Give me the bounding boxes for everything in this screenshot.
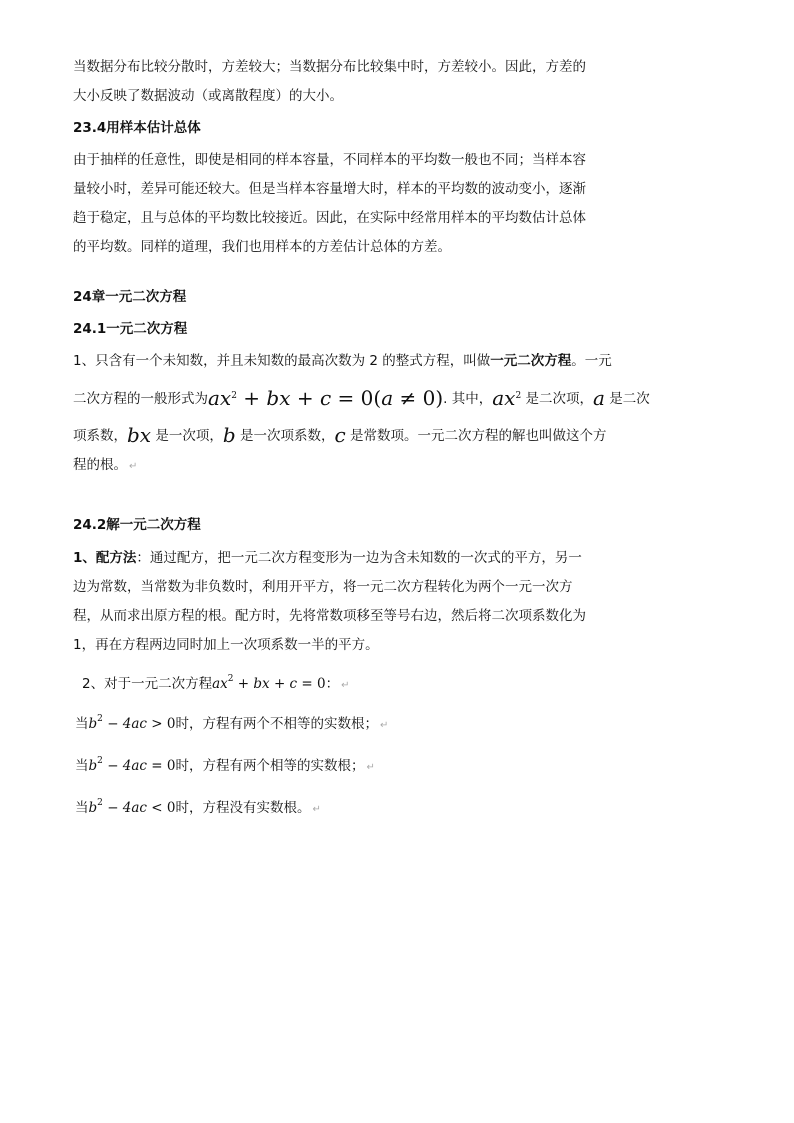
formula-ax2: $ax^2$ bbox=[492, 386, 522, 410]
discriminant-eq-zero: $b^2 - 4ac = 0$ bbox=[88, 756, 176, 774]
formula-c: c bbox=[334, 423, 346, 447]
paragraph-line: 的平均数。同样的道理，我们也用样本的方差估计总体的方差。 bbox=[73, 239, 451, 255]
text: 时，方程有两个不相等的实数根； bbox=[175, 716, 378, 732]
text: 是一次项， bbox=[155, 428, 223, 444]
paragraph-line: 边为常数，当常数为非负数时，利用开平方，将一元二次方程转化为两个一元一次方 bbox=[73, 579, 573, 595]
text: 当 bbox=[75, 800, 89, 816]
text: 程的根。 bbox=[73, 457, 127, 473]
definition-line-4 bbox=[73, 455, 137, 477]
discriminant-case-negative bbox=[75, 793, 321, 820]
text: 是二次项， bbox=[525, 391, 593, 407]
discriminant-intro bbox=[82, 669, 350, 696]
return-mark-icon: ↵ bbox=[341, 680, 350, 691]
discriminant-case-zero bbox=[75, 751, 375, 778]
text: 项系数， bbox=[73, 428, 127, 444]
text: 是一次项系数， bbox=[240, 428, 335, 444]
definition-line-1 bbox=[73, 351, 612, 371]
text: 是常数项。一元二次方程的解也叫做这个方 bbox=[350, 428, 607, 444]
section-heading-24-2: 24.2解一元二次方程 bbox=[73, 517, 201, 533]
paragraph-line: 当数据分布比较分散时，方差较大；当数据分布比较集中时，方差较小。因此，方差的 bbox=[73, 59, 586, 75]
discriminant-case-positive bbox=[75, 709, 388, 736]
return-mark-icon: ↵ bbox=[129, 461, 138, 472]
text: 。一元 bbox=[571, 353, 612, 369]
discriminant-gt-zero: $b^2 - 4ac > 0$ bbox=[88, 714, 176, 732]
return-mark-icon: ↵ bbox=[312, 804, 321, 815]
section-heading-24-1: 24.1一元二次方程 bbox=[73, 321, 188, 337]
definition-line-2 bbox=[73, 386, 650, 409]
formula-bx: bx bbox=[127, 423, 152, 447]
text: 当 bbox=[75, 716, 89, 732]
paragraph-line: 量较小时，差异可能还较大。但是当样本容量增大时，样本的平均数的波动变小，逐渐 bbox=[73, 181, 586, 197]
paragraph-line: 1，再在方程两边同时加上一次项系数一半的平方。 bbox=[73, 637, 379, 653]
section-heading-23-4: 23.4用样本估计总体 bbox=[73, 120, 201, 136]
text: ： bbox=[325, 676, 340, 692]
method-label: 1、配方法 bbox=[73, 550, 137, 566]
text: . 其中， bbox=[443, 391, 493, 407]
text: 2、对于一元二次方程 bbox=[82, 676, 213, 692]
text: 时，方程有两个相等的实数根； bbox=[175, 758, 365, 774]
paragraph-line: 由于抽样的任意性，即使是相同的样本容量，不同样本的平均数一般也不同；当样本容 bbox=[73, 152, 586, 168]
paragraph-line: 程，从而求出原方程的根。配方时，先将常数项移至等号右边，然后将二次项系数化为 bbox=[73, 608, 586, 624]
return-mark-icon: ↵ bbox=[379, 720, 389, 731]
quadratic-formula: $ax^2$ + bx + c = 0 bbox=[212, 674, 326, 692]
text: 1、只含有一个未知数，并且未知数的最高次数为 2 的整式方程，叫做 bbox=[73, 353, 491, 369]
formula-b: b bbox=[222, 423, 236, 447]
completing-square-line-1 bbox=[73, 548, 582, 568]
return-mark-icon: ↵ bbox=[366, 762, 375, 773]
text: 时，方程没有实数根。 bbox=[175, 800, 311, 816]
paragraph-line: 趋于稳定，且与总体的平均数比较接近。因此，在实际中经常用样本的平均数估计总体 bbox=[73, 210, 586, 226]
paragraph-line: 大小反映了数据波动（或离散程度）的大小。 bbox=[73, 88, 343, 104]
text: ：通过配方，把一元二次方程变形为一边为含未知数的一次式的平方，另一 bbox=[136, 550, 582, 566]
chapter-heading-24: 24章一元二次方程 bbox=[73, 289, 187, 305]
text: 二次方程的一般形式为 bbox=[73, 391, 208, 407]
discriminant-lt-zero: $b^2 - 4ac < 0$ bbox=[88, 798, 176, 816]
formula-a: a bbox=[592, 386, 605, 410]
text: 当 bbox=[75, 758, 89, 774]
text: 是二次 bbox=[609, 391, 650, 407]
definition-line-3 bbox=[73, 425, 607, 446]
general-form-formula: $ax^2$ + bx + c = 0(a ≠ 0) bbox=[208, 386, 444, 410]
key-term: 一元二次方程 bbox=[490, 353, 572, 369]
